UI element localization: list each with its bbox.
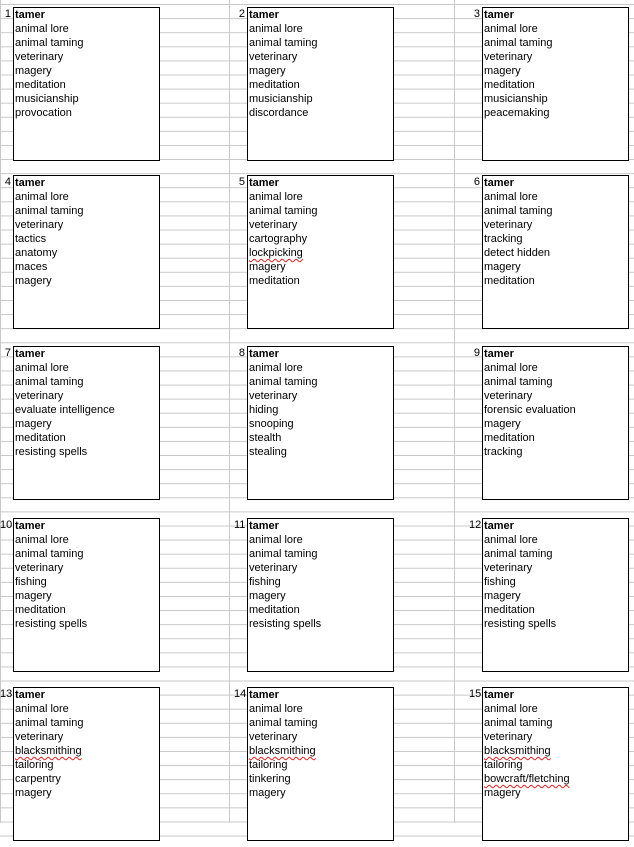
card-title[interactable]: tamer [249,689,279,701]
skill-cell[interactable] [483,50,628,64]
skill-text: magery [249,590,286,602]
skill-card[interactable] [247,687,394,841]
skill-text: resisting spells [249,618,322,630]
skill-cell[interactable] [14,589,159,603]
skill-card[interactable] [13,687,160,841]
card-number[interactable]: 2 [238,8,245,20]
skill-cell[interactable] [14,702,159,716]
card-number[interactable]: 15 [469,688,482,700]
skill-cell[interactable] [248,786,393,800]
skill-text: animal lore [484,703,538,715]
skill-card-block [0,7,234,167]
skill-cell[interactable] [248,547,393,561]
skill-text: animal lore [249,191,303,203]
skill-list [248,190,393,288]
skill-card-block [234,7,468,167]
skill-cell[interactable] [483,106,628,120]
skill-cell[interactable] [14,375,159,389]
skill-text: tracking [484,446,523,458]
skill-card-block [234,518,468,678]
skill-cell[interactable] [483,36,628,50]
card-title[interactable]: tamer [249,348,279,360]
skill-text: resisting spells [15,446,88,458]
skill-text: animal lore [15,362,69,374]
skill-cell[interactable] [14,431,159,445]
card-number[interactable]: 5 [238,176,245,188]
card-number[interactable]: 6 [473,176,480,188]
skill-text: animal lore [484,534,538,546]
skill-cell[interactable] [248,232,393,246]
skill-cell[interactable] [14,617,159,631]
skill-cell[interactable] [248,744,393,758]
skill-text: veterinary [484,219,533,231]
skill-cell[interactable] [483,561,628,575]
skill-cell[interactable] [14,78,159,92]
skill-cell[interactable] [248,389,393,403]
skill-cell[interactable] [14,403,159,417]
skill-cell[interactable] [483,702,628,716]
skill-card-block [469,175,634,335]
card-title[interactable]: tamer [15,177,45,189]
skill-text: veterinary [484,51,533,63]
skill-text: veterinary [15,390,64,402]
skill-list [248,361,393,459]
skill-text: magery [15,590,52,602]
skill-cell[interactable] [248,218,393,232]
skill-text: animal lore [484,191,538,203]
skill-cell[interactable] [483,533,628,547]
skill-text: blacksmithing [15,745,82,757]
skill-cell[interactable] [483,431,628,445]
skill-text: animal lore [15,191,69,203]
skill-cell[interactable] [248,36,393,50]
card-title[interactable]: tamer [484,689,514,701]
card-title[interactable]: tamer [484,9,514,21]
skill-list [14,22,159,120]
skill-cell[interactable] [483,786,628,800]
skill-text: meditation [249,275,300,287]
skill-text: veterinary [249,731,298,743]
skill-cell[interactable] [483,190,628,204]
skill-card-block [234,346,468,506]
skill-text: meditation [249,79,300,91]
skill-text: resisting spells [484,618,557,630]
skill-text: musicianship [484,93,548,105]
skill-text: animal taming [484,205,553,217]
skill-cell[interactable] [248,260,393,274]
skill-cell[interactable] [14,561,159,575]
skill-list [14,702,159,800]
skill-card[interactable] [482,518,629,672]
skill-cell[interactable] [14,232,159,246]
skill-cell[interactable] [14,361,159,375]
skill-cell[interactable] [248,403,393,417]
skill-text: detect hidden [484,247,551,259]
skill-text: veterinary [15,219,64,231]
skill-cell[interactable] [483,232,628,246]
card-number[interactable]: 12 [469,519,482,531]
skill-cell[interactable] [14,92,159,106]
skill-text: animal lore [484,362,538,374]
skill-text: magery [484,787,521,799]
card-title[interactable]: tamer [249,9,279,21]
skill-cell[interactable] [14,547,159,561]
skill-card[interactable] [247,175,394,329]
skill-cell[interactable] [483,758,628,772]
skill-text: cartography [249,233,308,245]
skill-card-block [0,346,234,506]
skill-list [14,361,159,459]
skill-card[interactable] [482,175,629,329]
skill-cell[interactable] [483,204,628,218]
skill-cell[interactable] [14,772,159,786]
skill-text: magery [249,261,286,273]
skill-text: magery [15,787,52,799]
skill-text: animal taming [484,717,553,729]
skill-text: stealing [249,446,287,458]
skill-text: meditation [15,604,66,616]
skill-text: fishing [249,576,281,588]
skill-text: snooping [249,418,294,430]
skill-cell[interactable] [483,274,628,288]
skill-cell[interactable] [248,758,393,772]
skill-cell[interactable] [483,78,628,92]
skill-text: fishing [484,576,516,588]
skill-cell[interactable] [248,246,393,260]
skill-list [248,22,393,120]
skill-text: animal lore [249,534,303,546]
skill-text: animal lore [249,703,303,715]
card-number[interactable]: 13 [0,688,13,700]
skill-text: animal taming [15,205,84,217]
skill-text: magery [15,65,52,77]
skill-text: fishing [15,576,47,588]
skill-cell[interactable] [14,218,159,232]
skill-cell[interactable] [483,547,628,561]
skill-cell[interactable] [483,603,628,617]
skill-cell[interactable] [248,361,393,375]
skill-text: hiding [249,404,279,416]
skill-text: animal taming [249,548,318,560]
skill-text: tailoring [15,759,54,771]
card-number[interactable]: 7 [4,347,11,359]
skill-list [483,361,628,459]
skill-list [483,702,628,800]
skill-cell[interactable] [248,274,393,288]
skill-cell[interactable] [483,716,628,730]
skill-text: animal lore [249,362,303,374]
card-number[interactable]: 11 [234,519,246,531]
skill-cell[interactable] [248,445,393,459]
skill-cell[interactable] [248,589,393,603]
skill-cell[interactable] [14,716,159,730]
skill-cell[interactable] [483,403,628,417]
card-title[interactable]: tamer [249,177,279,189]
card-number[interactable]: 9 [473,347,480,359]
skill-cell[interactable] [14,603,159,617]
skill-cell[interactable] [14,274,159,288]
skill-list [483,22,628,120]
skill-cell[interactable] [483,375,628,389]
skill-cell[interactable] [14,64,159,78]
skill-cell[interactable] [14,22,159,36]
skill-text: meditation [15,432,66,444]
skill-card[interactable] [247,518,394,672]
skill-cell[interactable] [248,702,393,716]
skill-text: animal taming [484,548,553,560]
skill-cell[interactable] [483,417,628,431]
skill-cell[interactable] [483,772,628,786]
skill-cell[interactable] [14,106,159,120]
card-title[interactable]: tamer [484,348,514,360]
skill-text: veterinary [15,731,64,743]
skill-cell[interactable] [483,260,628,274]
skill-cell[interactable] [14,744,159,758]
skill-text: resisting spells [15,618,88,630]
skill-cell[interactable] [248,603,393,617]
skill-cell[interactable] [248,772,393,786]
skill-cell[interactable] [14,758,159,772]
skill-cell[interactable] [483,64,628,78]
skill-text: animal lore [484,23,538,35]
skill-card-block [0,687,234,847]
skill-cell[interactable] [248,190,393,204]
card-number[interactable]: 1 [4,8,11,20]
skill-text: bowcraft/fletching [484,773,570,785]
skill-cell[interactable] [248,64,393,78]
skill-card[interactable] [482,687,629,841]
card-number[interactable]: 4 [4,176,11,188]
skill-cell[interactable] [248,50,393,64]
card-number[interactable]: 3 [473,8,480,20]
skill-card[interactable] [482,7,629,161]
skill-cell[interactable] [483,575,628,589]
skill-text: tinkering [249,773,291,785]
skill-text: meditation [249,604,300,616]
skill-text: provocation [15,107,72,119]
skill-text: animal lore [15,534,69,546]
skill-card[interactable] [13,518,160,672]
skill-text: tracking [484,233,523,245]
skill-text: animal taming [249,205,318,217]
skill-list [248,702,393,800]
skill-text: veterinary [15,562,64,574]
skill-cell[interactable] [14,533,159,547]
skill-list [14,533,159,631]
skill-list [483,533,628,631]
skill-cell[interactable] [248,533,393,547]
skill-text: discordance [249,107,309,119]
card-title[interactable]: tamer [15,689,45,701]
skill-card-block [469,7,634,167]
skill-text: magery [15,418,52,430]
skill-text: animal taming [15,376,84,388]
skill-cell[interactable] [14,50,159,64]
skill-text: animal lore [15,23,69,35]
skill-card-block [469,346,634,506]
skill-cell[interactable] [248,730,393,744]
skill-card-block [234,687,468,847]
skill-list [14,190,159,288]
skill-cell[interactable] [248,617,393,631]
skill-text: carpentry [15,773,61,785]
skill-text: tailoring [484,759,523,771]
skill-text: animal taming [484,376,553,388]
skill-cell[interactable] [483,92,628,106]
skill-card[interactable] [482,346,629,500]
skill-text: veterinary [15,51,64,63]
skill-card[interactable] [13,7,160,161]
skill-cell[interactable] [483,445,628,459]
card-number[interactable]: 14 [234,688,247,700]
skill-text: magery [484,65,521,77]
skill-cell[interactable] [248,78,393,92]
skill-text: animal taming [15,37,84,49]
skill-card-block [234,175,468,335]
skill-cell[interactable] [14,786,159,800]
skill-text: musicianship [249,93,313,105]
skill-text: veterinary [249,219,298,231]
skill-text: animal taming [484,37,553,49]
skill-text: animal taming [15,717,84,729]
skill-card[interactable] [247,346,394,500]
skill-cell[interactable] [14,204,159,218]
skill-cell[interactable] [14,575,159,589]
skill-text: musicianship [15,93,79,105]
card-title[interactable]: tamer [15,348,45,360]
skill-card[interactable] [247,7,394,161]
skill-text: veterinary [249,51,298,63]
skill-text: forensic evaluation [484,404,576,416]
skill-cell[interactable] [483,744,628,758]
skill-cell[interactable] [248,106,393,120]
skill-cell[interactable] [248,431,393,445]
card-title[interactable]: tamer [15,9,45,21]
skill-cell[interactable] [248,92,393,106]
skill-text: magery [15,275,52,287]
skill-text: meditation [484,432,535,444]
skill-text: evaluate intelligence [15,404,115,416]
skill-cell[interactable] [483,22,628,36]
skill-cell[interactable] [483,218,628,232]
skill-text: magery [484,418,521,430]
card-title[interactable]: tamer [249,520,279,532]
skill-text: lockpicking [249,247,303,259]
skill-card-block [0,175,234,335]
skill-text: tailoring [249,759,288,771]
skill-cell[interactable] [248,716,393,730]
skill-cell[interactable] [14,389,159,403]
skill-text: meditation [484,275,535,287]
skill-text: veterinary [484,731,533,743]
skill-card[interactable] [13,175,160,329]
skill-text: animal taming [249,376,318,388]
skill-text: animal lore [15,703,69,715]
skill-text: magery [249,65,286,77]
skill-cell[interactable] [248,22,393,36]
skill-text: veterinary [249,562,298,574]
skill-text: animal taming [249,37,318,49]
skill-cell[interactable] [248,375,393,389]
skill-cell[interactable] [14,36,159,50]
skill-cell[interactable] [14,730,159,744]
skill-cell[interactable] [248,204,393,218]
skill-text: animal taming [15,548,84,560]
skill-cell[interactable] [483,246,628,260]
skill-text: animal lore [249,23,303,35]
card-title[interactable]: tamer [484,177,514,189]
skill-text: magery [484,261,521,273]
skill-text: veterinary [249,390,298,402]
skill-text: animal taming [249,717,318,729]
skill-card-block [0,518,234,678]
card-number[interactable]: 8 [238,347,245,359]
skill-text: veterinary [484,562,533,574]
skill-text: blacksmithing [249,745,316,757]
skill-text: peacemaking [484,107,550,119]
card-title[interactable]: tamer [484,520,514,532]
skill-card-block [469,518,634,678]
card-title[interactable]: tamer [15,520,45,532]
skill-cell[interactable] [483,389,628,403]
skill-cell[interactable] [14,246,159,260]
skill-cell[interactable] [483,730,628,744]
skill-text: meditation [484,79,535,91]
skill-text: meditation [484,604,535,616]
skill-cell[interactable] [14,417,159,431]
skill-cell[interactable] [248,417,393,431]
skill-card-block [469,687,634,847]
skill-text: anatomy [15,247,58,259]
skill-cell[interactable] [14,445,159,459]
skill-text: veterinary [484,390,533,402]
skill-cell[interactable] [14,190,159,204]
skill-card[interactable] [13,346,160,500]
skill-cell[interactable] [483,589,628,603]
skill-text: magery [249,787,286,799]
skill-text: tactics [15,233,47,245]
skill-list [248,533,393,631]
skill-text: magery [484,590,521,602]
skill-text: maces [15,261,48,273]
skill-text: stealth [249,432,282,444]
skill-cell[interactable] [483,361,628,375]
skill-text: meditation [15,79,66,91]
skill-list [483,190,628,288]
skill-cell[interactable] [248,561,393,575]
skill-text: blacksmithing [484,745,551,757]
card-number[interactable]: 10 [0,519,13,531]
skill-cell[interactable] [14,260,159,274]
skill-cell[interactable] [248,575,393,589]
skill-cell[interactable] [483,617,628,631]
